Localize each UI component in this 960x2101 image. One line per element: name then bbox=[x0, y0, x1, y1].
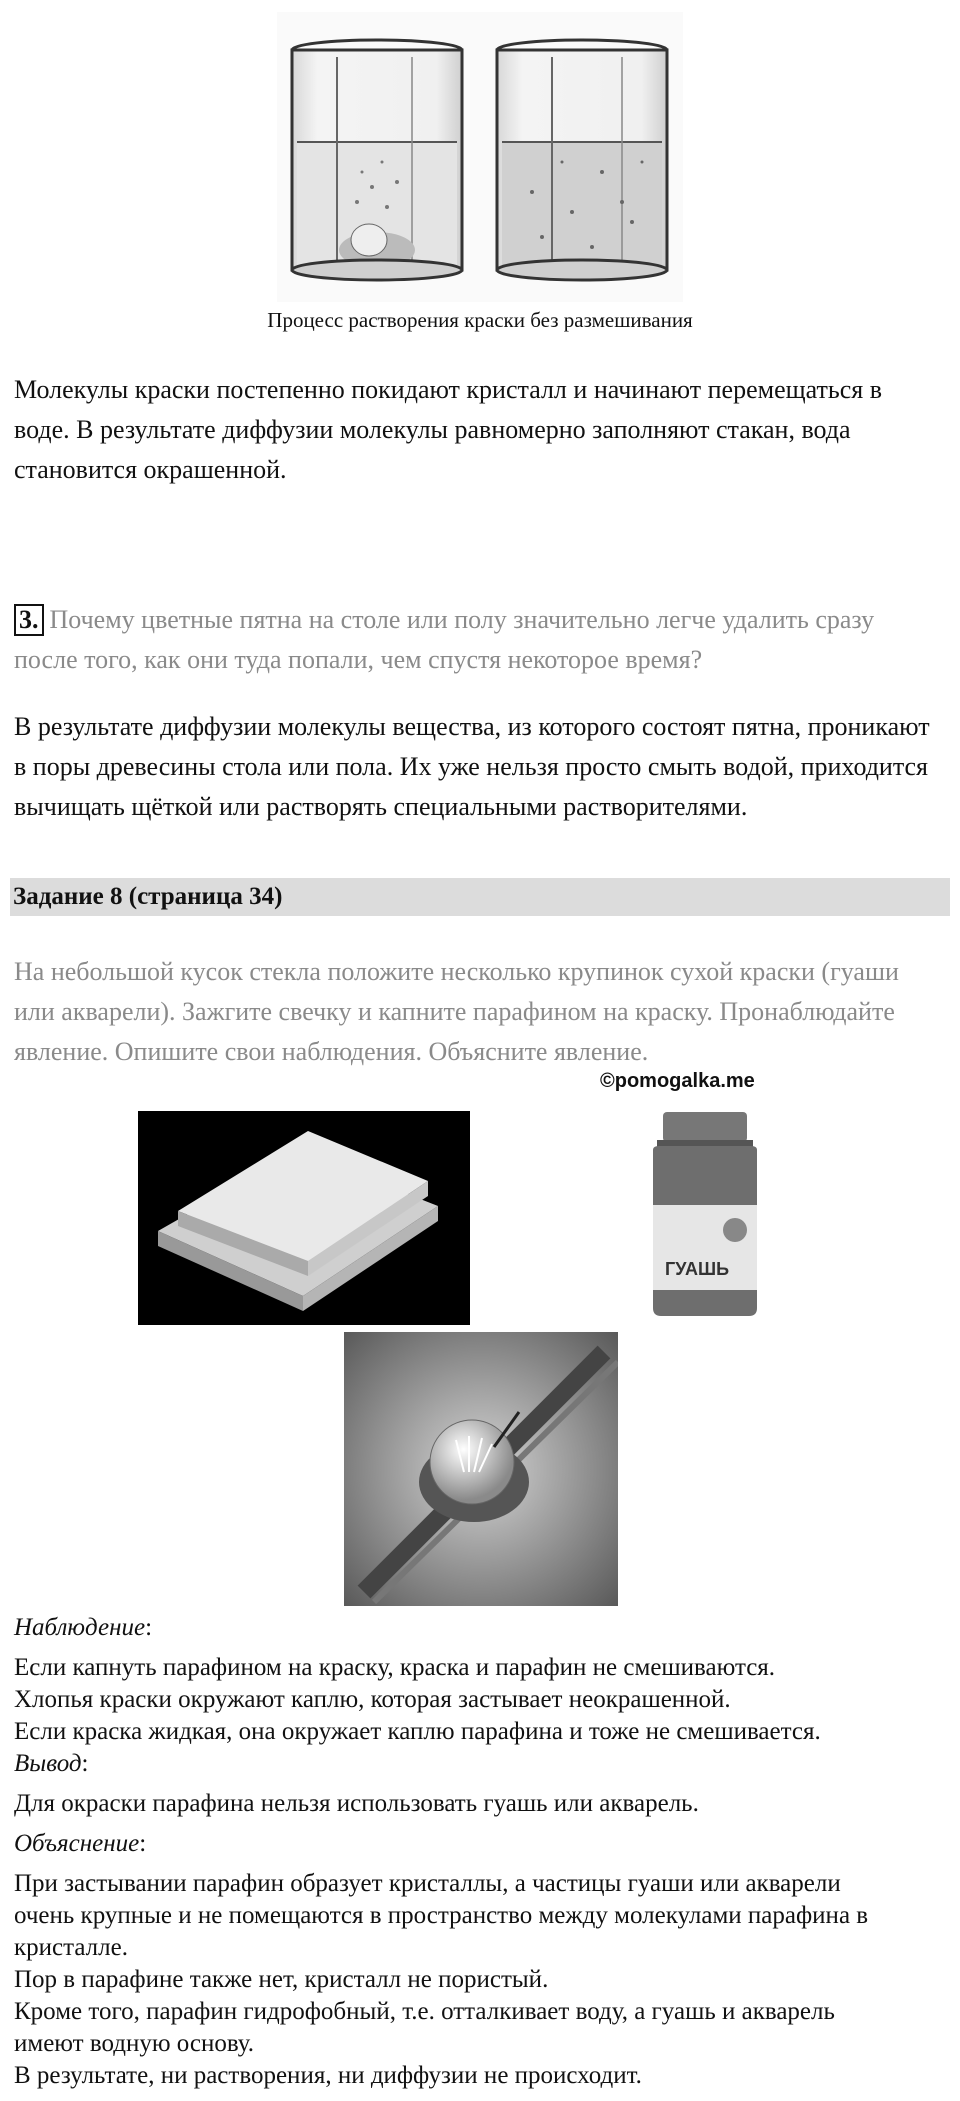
question-number-box: 3. bbox=[14, 604, 44, 636]
explanation-heading: Объяснение bbox=[14, 1830, 140, 1857]
conclusion-heading: Вывод bbox=[14, 1750, 82, 1777]
explanation-line-2: Пор в парафине также нет, кристалл не пористый. bbox=[14, 1966, 549, 1993]
gouache-jar-photo bbox=[645, 1110, 765, 1320]
beakers-illustration bbox=[277, 12, 683, 302]
answer-paragraph: Молекулы краски постепенно покидают кристалл и начинают перемещаться в воде. В результате диффузии молекулы равномерно заполняют стакан, вода становится окрашенной. bbox=[14, 375, 882, 484]
jar-label: ГУАШЬ bbox=[665, 1259, 730, 1279]
observation-heading: Наблюдение bbox=[14, 1614, 146, 1641]
conclusion-heading-line bbox=[14, 1748, 954, 1780]
paraffin-drop-photo bbox=[344, 1332, 618, 1606]
explanation-line-3: Кроме того, парафин гидрофобный, т.е. отталкивает воду, а гуашь и акварель имеют водную основу. bbox=[14, 1998, 835, 2057]
answer-3-paragraph: В результате диффузии молекулы вещества, из которого состоят пятна, проникают в поры древесины стола или пола. Их уже нельзя просто смыть водой, приходится вычищать щёткой или растворять специальными растворителями. bbox=[14, 712, 930, 821]
explanation-line-1: При застывании парафин образует кристаллы, а частицы гуаши или акварели очень крупные и не помещаются в пространство между молекулами парафина в кристалле. bbox=[14, 1870, 869, 1961]
observation-heading-line bbox=[14, 1612, 954, 1644]
watermark: ©pomogalka.me bbox=[600, 1070, 755, 1092]
colon: : bbox=[139, 1830, 147, 1857]
paraffin-photo bbox=[138, 1111, 470, 1325]
task-8-instruction: На небольшой кусок стекла положите несколько крупинок сухой краски (гуаши или акварели). Зажгите свечку и капните парафином на краску. Пронаблюдайте явление. Опишите свои наблюдения. Объясните явление. bbox=[14, 957, 899, 1066]
question-text: Почему цветные пятна на столе или полу значительно легче удалить сразу после того, как они туда попали, чем спустя некоторое время? bbox=[14, 605, 875, 674]
explanation-line-4: В результате, ни растворения, ни диффузии не происходит. bbox=[14, 2062, 642, 2089]
task-8-heading: Задание 8 (страница 34) bbox=[10, 878, 950, 916]
conclusion-text: Для окраски парафина нельзя использовать гуашь или акварель. bbox=[14, 1790, 699, 1817]
colon: : bbox=[145, 1614, 153, 1641]
observation-line-1: Если капнуть парафином на краску, краска и парафин не смешиваются. bbox=[14, 1654, 776, 1681]
explanation-heading-line bbox=[14, 1828, 954, 1860]
colon: : bbox=[81, 1750, 89, 1777]
question-3 bbox=[14, 600, 944, 680]
observation-line-3: Если краска жидкая, она окружает каплю парафина и тоже не смешивается. bbox=[14, 1718, 821, 1745]
observation-line-2: Хлопья краски окружают каплю, которая застывает неокрашенной. bbox=[14, 1686, 731, 1713]
figure-caption: Процесс растворения краски без размешивания bbox=[267, 308, 693, 332]
